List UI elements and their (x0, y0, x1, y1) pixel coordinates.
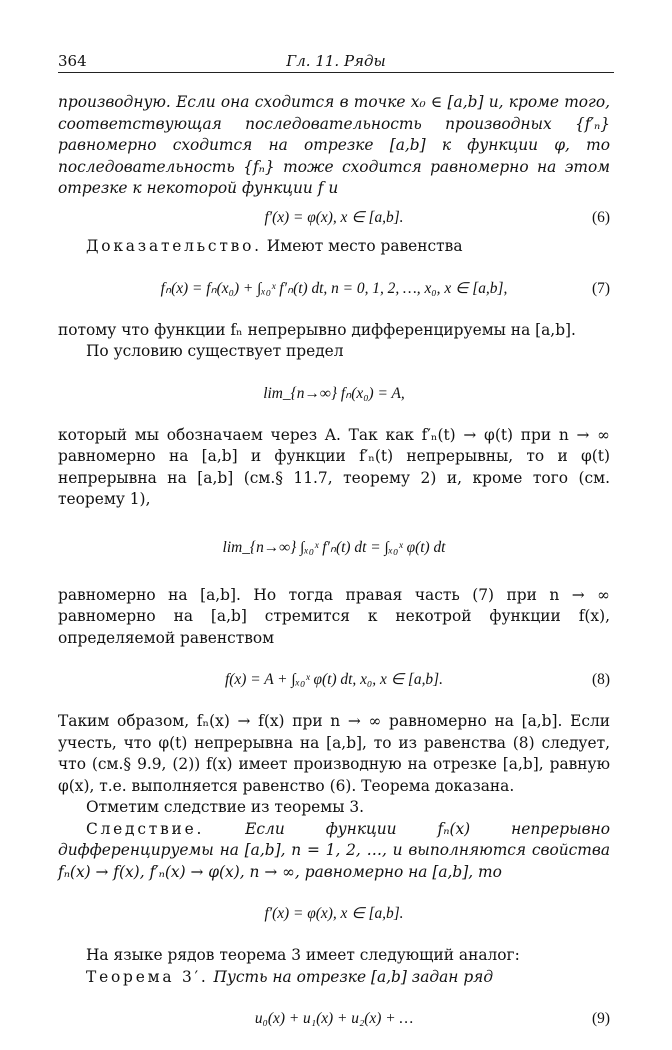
page-header (58, 50, 614, 73)
paragraph-corollary-intro: Отметим следствие из теоремы 3. (86, 798, 365, 816)
theorem-3prime-label: Теорема 3′. (86, 967, 209, 986)
page-body (58, 92, 610, 1050)
equation-corollary (58, 901, 610, 927)
equation-7-number: (7) (592, 279, 610, 297)
corollary-text: Если функции fₙ(x) непрерывно дифференцируемы на [a,b], n = 1, 2, …, и выполняются свойства fₙ(x) → f(x), f′ₙ(x) → φ(x), n → ∞, равномерно на [a,b], то (58, 819, 610, 881)
theorem-3prime-paragraph (58, 967, 610, 989)
proof-text: Имеют место равенства (266, 237, 463, 255)
equation-9-number: (9) (592, 1010, 610, 1027)
paragraph-differentiable: потому что функции fₙ непрерывно дифференцируемы на [a,b]. (58, 320, 576, 339)
equation-8 (58, 667, 610, 693)
equation-6 (58, 207, 610, 229)
corollary-paragraph (58, 819, 610, 884)
equation-limit-a (58, 381, 610, 407)
equation-9 (58, 1006, 610, 1032)
equation-corollary-body: f′(x) = φ(x), x ∈ [a,b]. (264, 905, 404, 922)
equation-6-number: (6) (592, 208, 610, 226)
paragraph-conclusion: Таким образом, fₙ(x) → f(x) при n → ∞ равномерно на [a,b]. Если учесть, что φ(t) непрерывна на [a,b], то из равенства (8) следует, что (см.§ 9.9, (2)) f(x) имеет производную на отрезке [a,b], равную φ(x), т.е. выполняется равенство (6). Теорема доказана. (58, 712, 610, 795)
paragraph-limit-exists: По условию существует предел (86, 342, 344, 360)
proof-label: Доказательство. (86, 237, 262, 255)
chapter-title: Гл. 11. Ряды (286, 52, 386, 70)
paragraph-uniform: равномерно на [a,b]. Но тогда правая часть (7) при n → ∞ равномерно на [a,b] стремится к некотрой функции f(x), определяемой равенством (58, 585, 610, 647)
proof-paragraph (58, 236, 610, 258)
equation-8-body: f(x) = A + ∫ₓ₀ˣ φ(t) dt, x₀, x ∈ [a,b]. (225, 671, 443, 688)
equation-limit-a-body: lim_{n→∞} fₙ(x₀) = A, (263, 384, 405, 402)
paragraph-series-analog: На языке рядов теорема 3 имеет следующий аналог: (86, 946, 520, 964)
equation-limit-integral-body: lim_{n→∞} ∫ₓ₀ˣ f′ₙ(t) dt = ∫ₓ₀ˣ φ(t) dt (222, 538, 446, 556)
theorem-3prime-text: Пусть на отрезке [a,b] задан ряд (213, 967, 494, 986)
equation-8-number: (8) (592, 671, 610, 688)
equation-7 (58, 276, 610, 302)
paragraph-denote-a: который мы обозначаем через A. Так как f′ₙ(t) → φ(t) при n → ∞ равномерно на [a,b] и функции f′ₙ(t) непрерывны, то и φ(t) непрерывна на [a,b] (см.§ 11.7, теорему 2) и, кроме того (см. теорему 1), (58, 425, 610, 508)
equation-6-body: f′(x) = φ(x), x ∈ [a,b]. (264, 208, 404, 226)
theorem-continuation: производную. Если она сходится в точке x₀ ∈ [a,b] и, кроме того, соответствующая последовательность производных {f′ₙ} равномерно сходится на отрезке [a,b] к функции φ, то последовательность {fₙ} тоже сходится равномерно на этом отрезке к некоторой функции f и (58, 93, 610, 197)
equation-7-body: fₙ(x) = fₙ(x₀) + ∫ₓ₀ˣ f′ₙ(t) dt, n = 0, 1, 2, …, x₀, x ∈ [a,b], (160, 279, 508, 297)
equation-9-body: u₀(x) + u₁(x) + u₂(x) + … (254, 1010, 414, 1027)
corollary-label: Следствие. (86, 819, 205, 838)
page-number: 364 (58, 52, 87, 70)
equation-limit-integral (58, 535, 610, 561)
